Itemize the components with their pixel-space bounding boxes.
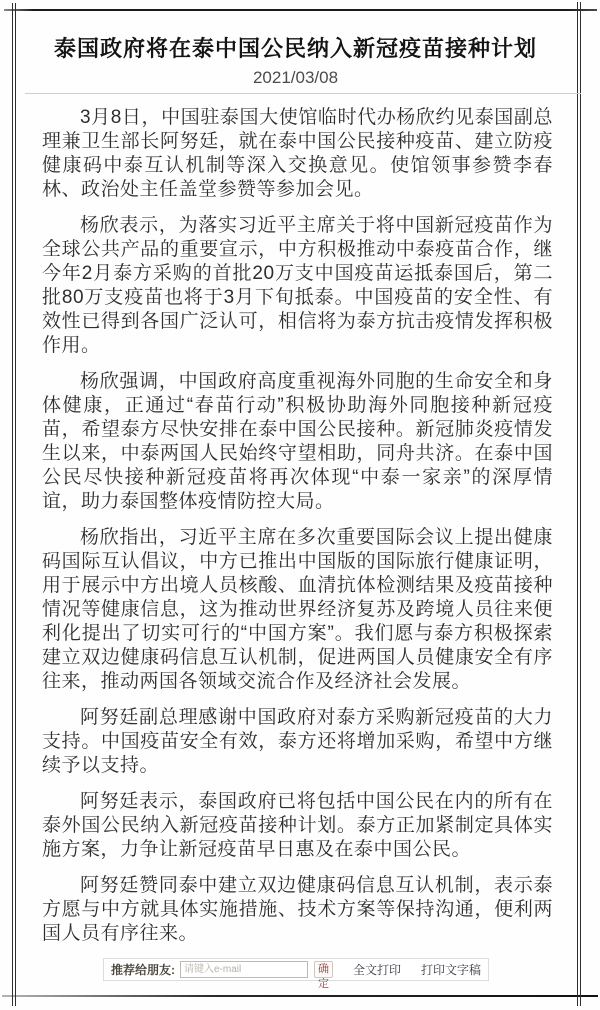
- print-full-link[interactable]: 全文打印: [353, 963, 402, 977]
- email-input[interactable]: [180, 961, 308, 978]
- print-transcript-link[interactable]: 打印文字稿: [421, 963, 482, 977]
- footer-toolbar: [103, 958, 489, 990]
- article-paragraph: 阿努廷表示，泰国政府已将包括中国公民在内的所有在泰外国公民纳入新冠疫苗接种计划。泰方正加紧制定具体实施方案，力争让新冠疫苗早日惠及在泰中国公民。: [42, 791, 553, 860]
- article-paragraph: 杨欣表示，为落实习近平主席关于将中国新冠疫苗作为全球公共产品的重要宣示，中方积极推动中泰疫苗合作，继今年2月泰方采购的首批20万支中国疫苗运抵泰国后，第二批80万支疫苗也将于3月下旬抵泰。中国疫苗的安全性、有效性已得到各国广泛认可，相信将为泰方抗击疫情发挥积极作用。: [42, 215, 553, 356]
- confirm-button[interactable]: 确定: [314, 961, 333, 978]
- page-title: 泰国政府将在泰中国公民纳入新冠疫苗接种计划: [53, 36, 537, 61]
- recommend-label: 推荐给朋友:: [111, 963, 175, 977]
- article-paragraph: 3月8日，中国驻泰国大使馆临时代办杨欣约见泰国副总理兼卫生部长阿努廷，就在泰中国公民接种疫苗、建立防疫健康码中泰互认机制等深入交换意见。使馆领事参赞李春林、政治处主任盖堂参赞等参加会见。: [42, 107, 553, 200]
- article-body: [42, 106, 553, 946]
- article-paragraph: 阿努廷副总理感谢中国政府对泰方采购新冠疫苗的大力支持。中国疫苗安全有效，泰方还将增加采购，希望中方继续予以支持。: [42, 707, 553, 776]
- article-paragraph: 阿努廷赞同泰中建立双边健康码信息互认机制，表示泰方愿与中方就具体实施措施、技术方案等保持沟通，便利两国人员有序往来。: [42, 875, 553, 944]
- article-paragraph: 杨欣指出，习近平主席在多次重要国际会议上提出健康码国际互认倡议，中方已推出中国版的国际旅行健康证明，用于展示中方出境人员核酸、血清抗体检测结果及疫苗接种情况等健康信息，这为推动世界经济复苏及跨境人员往来便利化提出了切实可行的“中国方案”。我们愿与泰方积极探索建立双边健康码信息互认机制，促进两国人员健康安全有序往来，推动两国各领域交流合作及经济社会发展。: [42, 527, 553, 692]
- article-paragraph: 杨欣强调，中国政府高度重视海外同胞的生命安全和身体健康，正通过“春苗行动”积极协助海外同胞接种新冠疫苗，希望泰方尽快安排在泰中国公民接种。新冠肺炎疫情发生以来，中泰两国人民始终守望相助，同舟共济。在泰中国公民尽快接种新冠疫苗将再次体现“中泰一家亲”的深厚情谊，助力泰国整体疫情防控大局。: [42, 371, 553, 512]
- page-content: [13, 10, 578, 996]
- header-divider: [25, 93, 581, 94]
- article-date: 2021/03/08: [252, 68, 339, 87]
